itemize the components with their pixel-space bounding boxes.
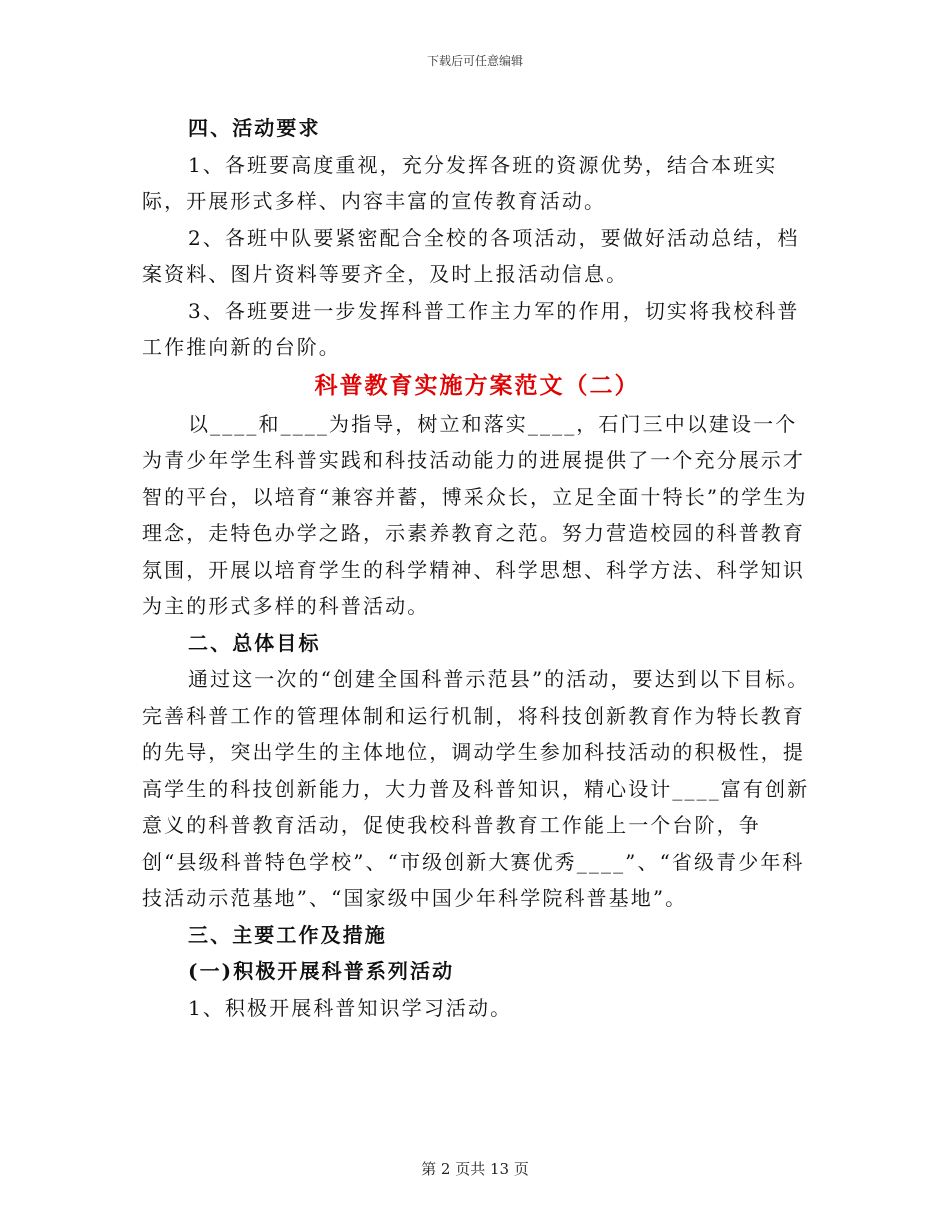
section-heading-overall-goals: 二、总体目标 [188, 630, 321, 655]
page-header: 下载后可任意编辑 [426, 54, 523, 68]
subsection-heading: (一)积极开展科普系列活动 [188, 959, 455, 983]
page-footer: 第 2 页共 13 页 [421, 1160, 529, 1178]
section-heading-main-work: 三、主要工作及措施 [188, 922, 387, 947]
document-title: 科普教育实施方案范文（二） [314, 371, 640, 399]
paragraph: 以____和____为指导，树立和落实____，石门三中以建设一个为青少年学生科普实践和科技活动能力的进展提供了一个充分展示才智的平台，以培育“兼容并蓄，博采众长，立足全面十特长”的学生为理念，走特色办学之路，示素养教育之范。努力营造校园的科普教育氛围，开展以培育学生的科学精神、科学思想、科学方法、科学知识为主的形式多样的科普活动。 [142, 411, 808, 618]
paragraph: 3、各班要进一步发挥科普工作主力军的作用，切实将我校科普工作推向新的台阶。 [142, 298, 800, 359]
paragraph: 1、各班要高度重视，充分发挥各班的资源优势，结合本班实际，开展形式多样、内容丰富的宣传教育活动。 [142, 152, 778, 213]
document-body [142, 110, 812, 1026]
paragraph: 通过这一次的“创建全国科普示范县”的活动，要达到以下目标。完善科普工作的管理体制和运行机制，将科技创新教育作为特长教育的先导，突出学生的主体地位，调动学生参加科技活动的积极性，提高学生的科技创新能力，大力普及科普知识，精心设计____富有创新意义的科普教育活动，促使我校科普教育工作能上一个台阶，争创“县级科普特色学校”、“市级创新大赛优秀____”、“省级青少年科技活动示范基地”、“国家级中国少年科学院科普基地”。 [142, 667, 810, 910]
section-heading-activity-requirements: 四、活动要求 [188, 116, 321, 140]
paragraph: 1、积极开展科普知识学习活动。 [188, 995, 513, 1020]
paragraph: 2、各班中队要紧密配合全校的各项活动，要做好活动总结，档案资料、图片资料等要齐全，及时上报活动信息。 [142, 225, 800, 286]
